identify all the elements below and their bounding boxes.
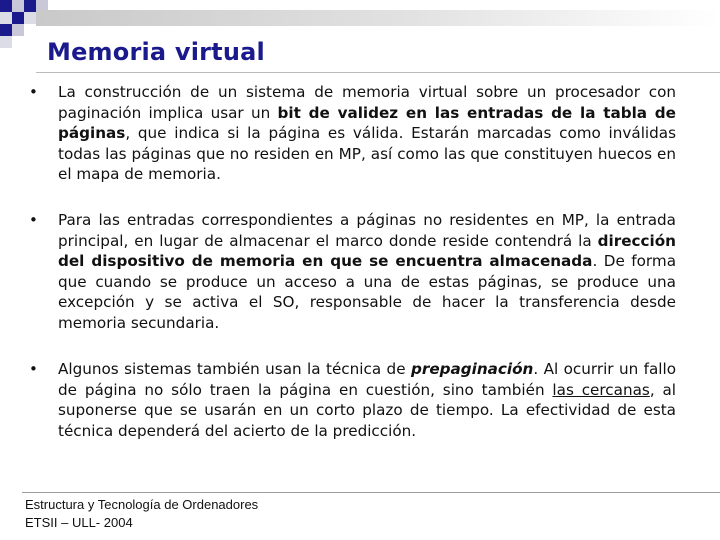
footer-institution: ETSII – ULL- 2004	[25, 515, 133, 530]
bullet-text-part: , que indica si la página es válida. Estarán marcadas como inválidas todas las páginas que no residen en MP, así como las que constituyen huecos en el mapa de memoria.	[58, 124, 676, 183]
bullet-symbol: •	[29, 360, 38, 378]
bullet-text-part: prepaginación	[410, 360, 534, 378]
bullet-text-part: bit de validez en las entradas de la tabla de páginas	[58, 103, 676, 142]
bullet-text	[58, 359, 676, 441]
slide-title: Memoria virtual	[47, 38, 265, 66]
bullet-text-part: , al suponerse que se usarán en un corto plazo de tiempo. La efectividad de esta técnica dependerá del acierto de la predicción.	[58, 380, 677, 440]
bullet-symbol: •	[29, 211, 38, 229]
bullet-text-part: . Al ocurrir un fallo de página no sólo traen la página en cuestión, sino también	[58, 360, 677, 399]
header-bar	[36, 10, 720, 26]
footer-divider	[22, 492, 720, 493]
footer	[25, 496, 258, 532]
bullet-text-part: Para las entradas correspondientes a páginas no residentes en MP, la entrada principal, en lugar de almacenar el marco donde reside contendrá la	[58, 211, 676, 250]
bullet-text-part: dirección del dispositivo de memoria en que se encuentra almacenada	[58, 231, 676, 270]
bullet-text-part: Algunos sistemas también usan la técnica de	[58, 360, 411, 378]
bullet-symbol: •	[29, 83, 38, 101]
bullet-text-part: las cercanas	[552, 380, 650, 399]
bullet-text-part: La construcción de un sistema de memoria virtual sobre un procesador con paginación implica usar un	[58, 83, 676, 122]
title-divider	[36, 72, 720, 73]
bullet-text	[58, 82, 676, 185]
bullet-text-part: . De forma que cuando se produce un acceso a una de estas páginas, se produce una excepción y se activa el SO, responsable de hacer la transferencia desde memoria secundaria.	[58, 252, 676, 332]
footer-course: Estructura y Tecnología de Ordenadores	[25, 497, 259, 512]
bullet-text	[58, 210, 676, 333]
